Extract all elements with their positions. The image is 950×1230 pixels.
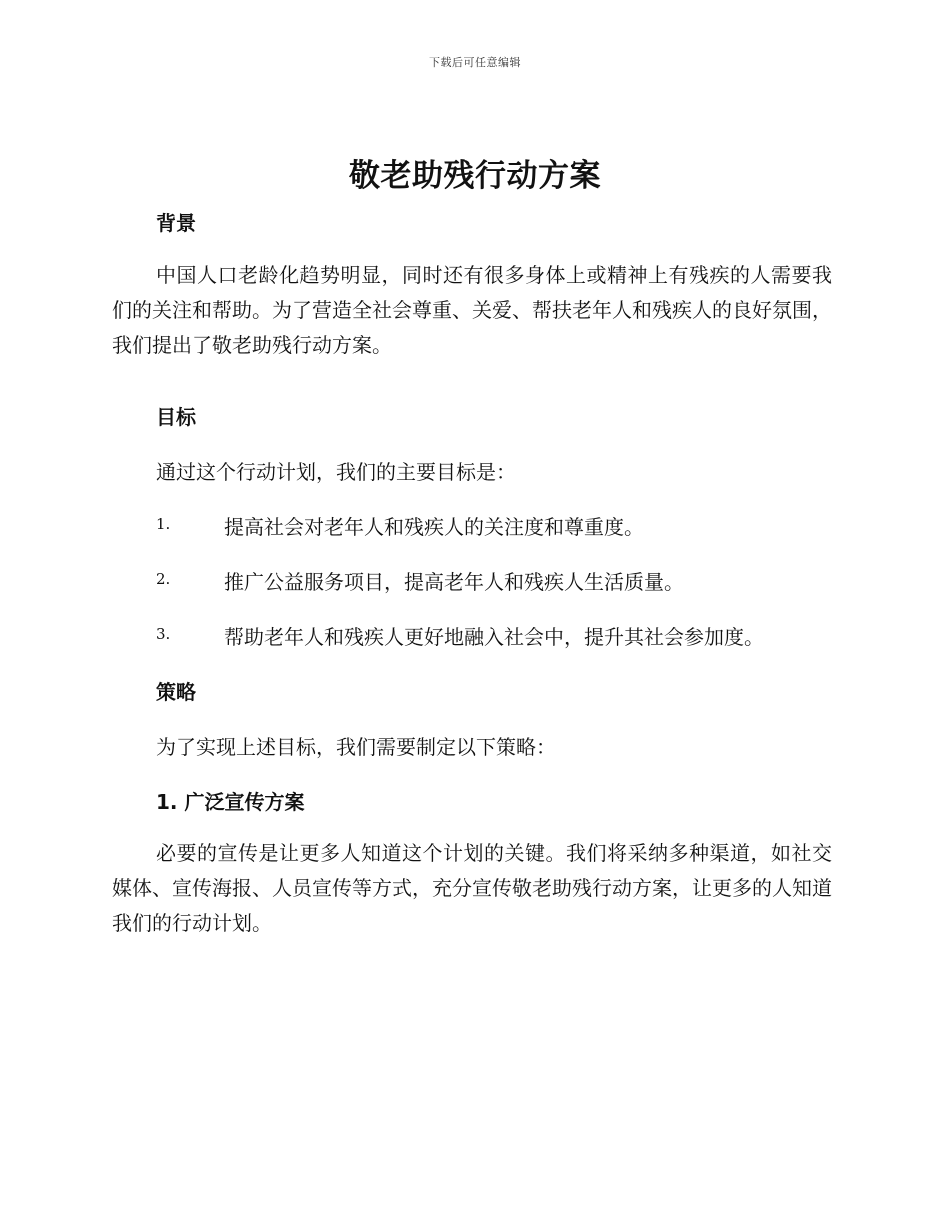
list-item-text: 提高社会对老年人和残疾人的关注度和尊重度。 bbox=[224, 515, 644, 539]
list-item bbox=[156, 621, 856, 651]
background-paragraph: 中国人口老龄化趋势明显，同时还有很多身体上或精神上有残疾的人需要我们的关注和帮助。为了营造全社会尊重、关爱、帮扶老年人和残疾人的良好氛围，我们提出了敬老助残行动方案。 bbox=[112, 263, 832, 357]
list-item-number: 3. bbox=[156, 625, 171, 643]
section-heading-background: 背景 bbox=[156, 211, 196, 235]
section-heading-strategy: 策略 bbox=[156, 680, 196, 704]
list-item-number: 2. bbox=[156, 570, 171, 588]
list-item bbox=[156, 511, 856, 541]
header-note: 下载后可任意编辑 bbox=[429, 56, 521, 69]
document-title: 敬老助残行动方案 bbox=[349, 158, 601, 194]
section-heading-goals: 目标 bbox=[156, 405, 196, 429]
strategy-intro: 为了实现上述目标，我们需要制定以下策略： bbox=[156, 735, 556, 759]
list-item-text: 帮助老年人和残疾人更好地融入社会中，提升其社会参加度。 bbox=[224, 625, 764, 649]
list-item bbox=[156, 566, 856, 596]
list-item-number: 1. bbox=[156, 515, 171, 533]
goals-intro: 通过这个行动计划，我们的主要目标是： bbox=[156, 460, 516, 484]
publicity-paragraph: 必要的宣传是让更多人知道这个计划的关键。我们将采纳多种渠道，如社交媒体、宣传海报、人员宣传等方式，充分宣传敬老助残行动方案，让更多的人知道我们的行动计划。 bbox=[112, 841, 832, 935]
list-item-text: 推广公益服务项目，提高老年人和残疾人生活质量。 bbox=[224, 570, 684, 594]
subsection-heading-publicity: 1. 广泛宣传方案 bbox=[156, 790, 305, 814]
